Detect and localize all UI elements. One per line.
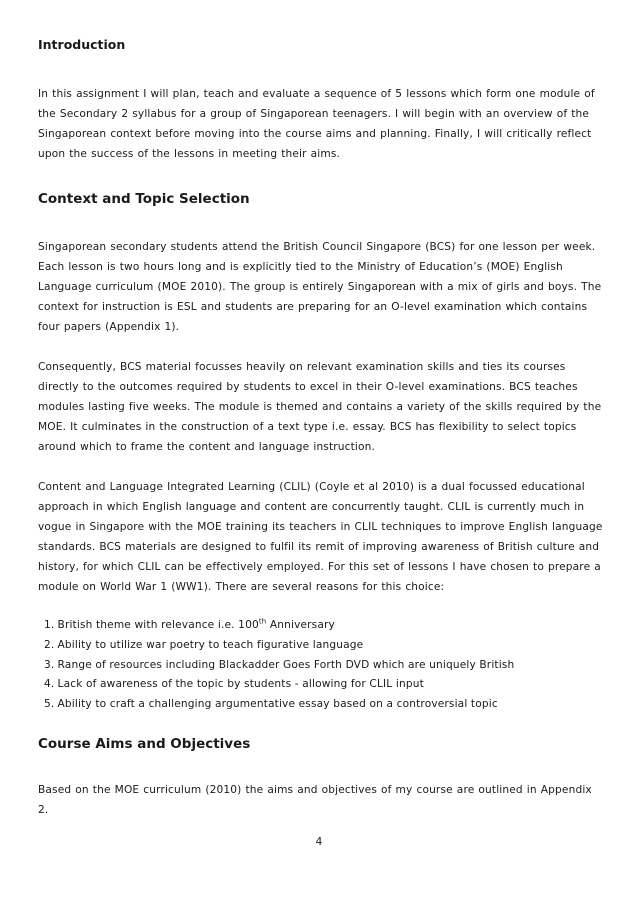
aims-paragraph: Based on the MOE curriculum (2010) the aims and objectives of my course are outlined in Appendix 2. — [38, 783, 592, 816]
list-number: 5. — [44, 698, 55, 711]
introduction-paragraph: In this assignment I will plan, teach and evaluate a sequence of 5 lessons which form one module of the Secondary 2 syllabus for a group of Singaporean teenagers. I will begin with an overview of the Singaporean context before moving into the course aims and planning. Finally, I will critically reflect upon the success of the lessons in meeting their aims. — [38, 88, 595, 160]
heading-introduction: Introduction — [38, 37, 126, 52]
list-number: 3. — [44, 658, 55, 671]
context-paragraph-2: Consequently, BCS material focusses heavily on relevant examination skills and ties its courses directly to the outcomes required by students to excel in their O-level examinations. BCS teaches modules lasting five weeks. The module is themed and contains a variety of the skills required by the MOE. It culminates in the construction of a text type i.e. essay. BCS has flexibility to select topics around which to frame the content and language instruction. — [38, 361, 602, 453]
list-item — [38, 616, 603, 636]
context-paragraph-1: Singaporean secondary students attend the British Council Singapore (BCS) for one lesson per week. Each lesson is two hours long and is explicitly tied to the Ministry of Education’s (MOE) English Language curriculum (MOE 2010). The group is entirely Singaporean with a mix of girls and boys. The context for instruction is ESL and students are preparing for an O-level examination which contains four papers (Appendix 1). — [38, 241, 602, 333]
list-item — [38, 636, 603, 656]
heading-context-topic-selection: Context and Topic Selection — [38, 191, 250, 207]
ordinal-superscript: th — [258, 617, 267, 626]
page-number: 4 — [315, 836, 323, 848]
list-text: Lack of awareness of the topic by students - allowing for CLIL input — [57, 678, 424, 691]
context-paragraph-3: Content and Language Integrated Learning (CLIL) (Coyle et al 2010) is a dual focussed educational approach in which English language and content are concurrently taught. CLIL is currently much in vogue in Singapore with the MOE training its teachers in CLIL techniques to improve English language standards. BCS materials are designed to fulfil its remit of improving awareness of British culture and history, for which CLIL can be effectively employed. For this set of lessons I have chosen to prepare a module on World War 1 (WW1). There are several reasons for this choice: — [38, 481, 603, 593]
list-text: British theme with relevance i.e. 100 — [57, 619, 259, 631]
list-number: 4. — [44, 678, 55, 691]
list-text-after: Anniversary — [266, 619, 335, 631]
list-text: Ability to utilize war poetry to teach figurative language — [57, 638, 364, 651]
list-text: Range of resources including Blackadder Goes Forth DVD which are uniquely British — [57, 658, 515, 671]
page-content — [38, 36, 603, 820]
list-item — [38, 656, 603, 676]
list-item — [38, 675, 603, 695]
list-number: 1. — [44, 619, 55, 631]
reasons-list — [38, 616, 603, 715]
list-number: 2. — [44, 638, 55, 651]
heading-course-aims-objectives: Course Aims and Objectives — [38, 735, 251, 752]
list-item — [38, 695, 603, 715]
list-text: Ability to craft a challenging argumentative essay based on a controversial topic — [57, 698, 498, 711]
